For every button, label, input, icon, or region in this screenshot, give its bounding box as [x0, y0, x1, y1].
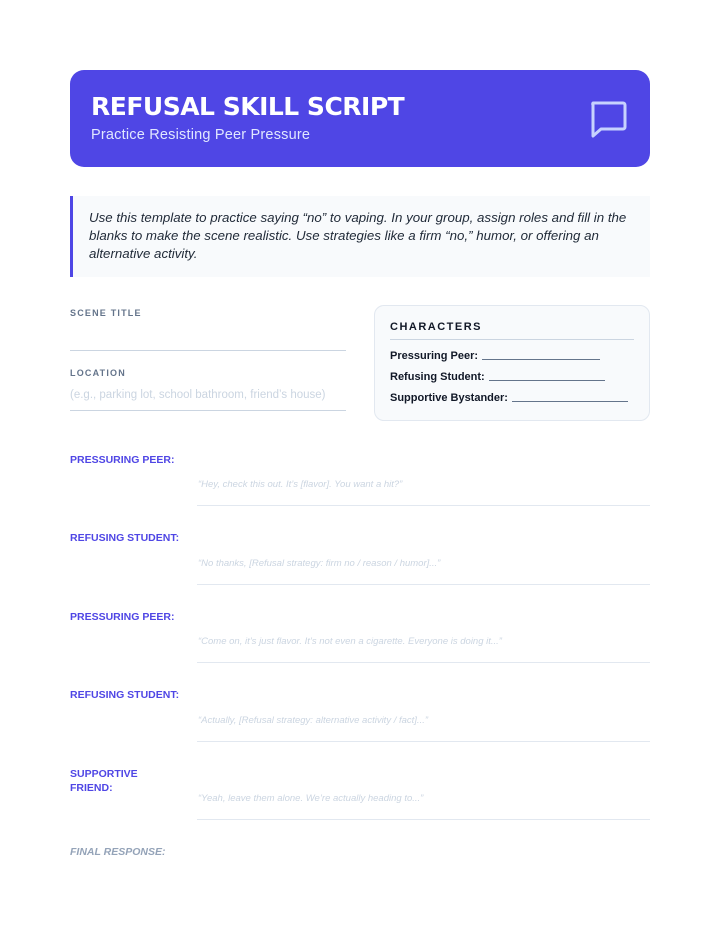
scene-title-label: SCENE TITLE [70, 308, 142, 318]
dialogue-line-field[interactable] [197, 505, 650, 506]
location-label: LOCATION [70, 368, 126, 378]
divider [390, 339, 634, 340]
speaker-label: REFUSING STUDENT: [70, 689, 180, 701]
location-field[interactable] [70, 410, 346, 411]
character-row-supportive-bystander [390, 392, 628, 404]
dialogue-line-field[interactable] [197, 741, 650, 742]
line-prompt: “No thanks, [Refusal strategy: firm no / reason / humor]...” [198, 558, 441, 569]
character-row-refusing-student [390, 371, 605, 383]
character-role-label: Pressuring Peer: [390, 350, 479, 362]
speaker-label: SUPPORTIVE FRIEND: [70, 768, 138, 794]
character-name-field[interactable] [489, 380, 605, 381]
dialogue-line-field[interactable] [197, 819, 650, 820]
character-row-pressuring-peer [390, 350, 600, 362]
character-name-field[interactable] [482, 359, 600, 360]
speaker-label: PRESSURING PEER: [70, 611, 175, 623]
dialogue-line-field[interactable] [197, 584, 650, 585]
line-prompt: “Yeah, leave them alone. We’re actually heading to...” [198, 793, 424, 804]
character-role-label: Refusing Student: [390, 371, 485, 383]
character-role-label: Supportive Bystander: [390, 392, 508, 404]
speaker-label: REFUSING STUDENT: [70, 532, 180, 544]
header-banner [70, 70, 650, 167]
location-placeholder: (e.g., parking lot, school bathroom, friend’s house) [70, 389, 326, 401]
line-prompt: “Hey, check this out. It’s [flavor]. You want a hit?” [198, 479, 403, 490]
character-name-field[interactable] [512, 401, 628, 402]
line-prompt: “Actually, [Refusal strategy: alternative activity / fact]...” [198, 715, 429, 726]
final-response-label: FINAL RESPONSE: [70, 846, 166, 858]
dialogue-line-field[interactable] [197, 662, 650, 663]
page-title: REFUSAL SKILL SCRIPT [91, 92, 405, 121]
characters-heading: CHARACTERS [390, 321, 482, 333]
scene-title-field[interactable] [70, 350, 346, 351]
speaker-label: PRESSURING PEER: [70, 454, 175, 466]
page-subtitle: Practice Resisting Peer Pressure [91, 127, 311, 143]
characters-box [374, 305, 650, 421]
line-prompt: “Come on, it’s just flavor. It’s not even a cigarette. Everyone is doing it...” [198, 636, 502, 647]
instructions-text: Use this template to practice saying “no” to vaping. In your group, assign roles and fill in the blanks to make the scene realistic. Use strategies like a firm “no,” humor, or offering an alternative activity. [70, 196, 650, 277]
chat-bubble-icon [588, 100, 628, 138]
